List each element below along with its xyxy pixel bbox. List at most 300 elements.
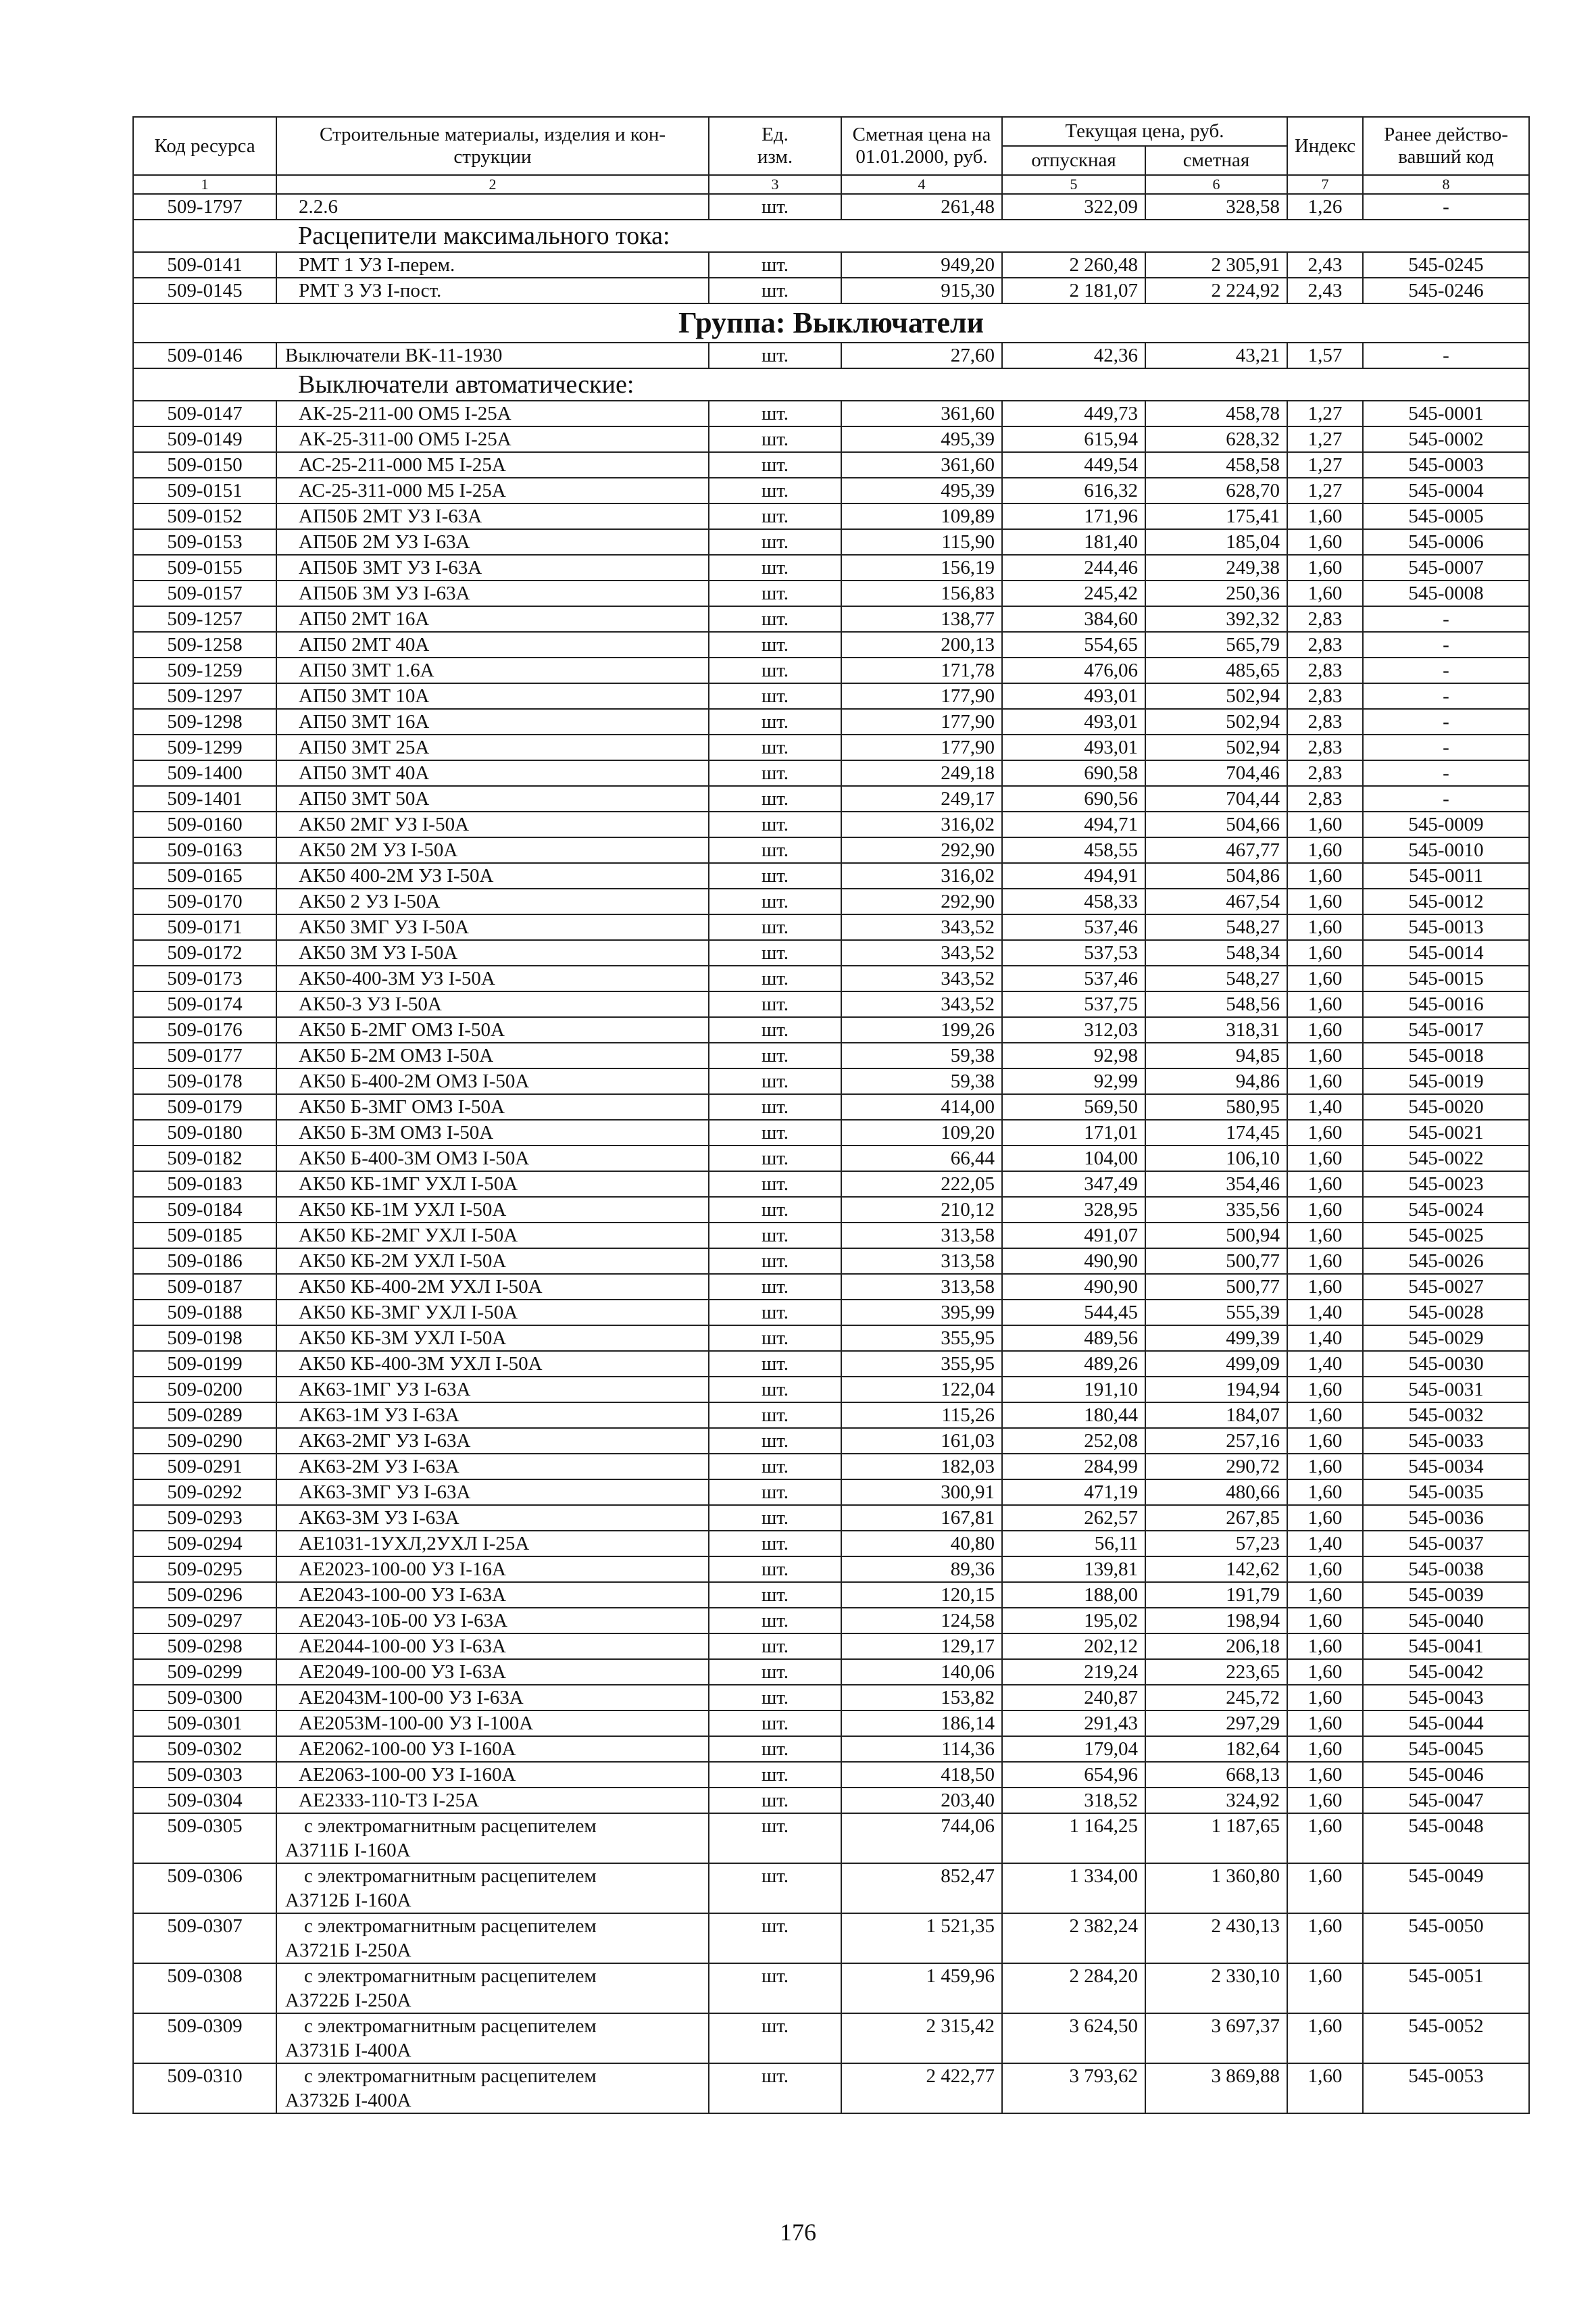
- cell-base-price: 109,89: [841, 503, 1002, 529]
- section-spacer: [133, 220, 276, 252]
- cell-name-line1: с электромагнитным расцепителем: [304, 2015, 597, 2037]
- cell-estimate-price: 191,79: [1145, 1582, 1287, 1608]
- cell-base-price: 200,13: [841, 632, 1002, 658]
- cell-estimate-price: 245,72: [1145, 1685, 1287, 1710]
- price-document: [132, 116, 1528, 2114]
- cell-name: АК50 400-2М УЗ I-50А: [276, 863, 709, 889]
- cell-prev-code: 545-0049: [1363, 1863, 1529, 1913]
- table-row: [133, 1043, 1529, 1068]
- cell-base-price: 59,38: [841, 1068, 1002, 1094]
- cell-base-price: 495,39: [841, 426, 1002, 452]
- cell-name: АП50 3МТ 50А: [276, 786, 709, 812]
- cell-unit: шт.: [709, 735, 841, 760]
- cell-index: 1,40: [1287, 1531, 1363, 1556]
- cell-code: 509-0302: [133, 1736, 276, 1762]
- cell-name: АК50 3М УЗ I-50А: [276, 940, 709, 966]
- cell-estimate-price: 257,16: [1145, 1428, 1287, 1454]
- cell-base-price: 161,03: [841, 1428, 1002, 1454]
- cell-unit: шт.: [709, 760, 841, 786]
- table-row: [133, 1248, 1529, 1274]
- cell-index: 2,83: [1287, 760, 1363, 786]
- cell-unit: шт.: [709, 1223, 841, 1248]
- cell-base-price: 313,58: [841, 1274, 1002, 1300]
- cell-unit: шт.: [709, 1863, 841, 1913]
- cell-index: 2,83: [1287, 683, 1363, 709]
- cell-name: АК50 КБ-400-3М УХЛ I-50А: [276, 1351, 709, 1377]
- cell-release-price: 262,57: [1002, 1505, 1145, 1531]
- cell-base-price: 418,50: [841, 1762, 1002, 1788]
- cell-name: АП50 3МТ 1.6А: [276, 658, 709, 683]
- cell-release-price: 188,00: [1002, 1582, 1145, 1608]
- cell-code: 509-0147: [133, 401, 276, 426]
- table-row: [133, 1736, 1529, 1762]
- cell-name: АК50 КБ-3М УХЛ I-50А: [276, 1325, 709, 1351]
- cell-estimate-price: 548,34: [1145, 940, 1287, 966]
- cell-unit: шт.: [709, 1043, 841, 1068]
- cell-name-line1: с электромагнитным расцепителем: [304, 1815, 597, 1837]
- cell-estimate-price: 548,27: [1145, 914, 1287, 940]
- cell-name: [276, 2063, 709, 2113]
- cell-release-price: 458,33: [1002, 889, 1145, 914]
- cell-name: АК50-400-3М УЗ I-50А: [276, 966, 709, 991]
- cell-prev-code: 545-0046: [1363, 1762, 1529, 1788]
- cell-unit: шт.: [709, 1762, 841, 1788]
- cell-estimate-price: 500,77: [1145, 1274, 1287, 1300]
- cell-code: 509-0304: [133, 1788, 276, 1813]
- cell-index: 1,60: [1287, 503, 1363, 529]
- table-row: [133, 1762, 1529, 1788]
- cell-name-line2: А3712Б I-160А: [285, 1890, 412, 1911]
- cell-name: АП50 3МТ 40А: [276, 760, 709, 786]
- cell-base-price: 156,83: [841, 581, 1002, 606]
- cell-base-price: 316,02: [841, 812, 1002, 837]
- cell-unit: шт.: [709, 343, 841, 368]
- cell-release-price: 1 164,25: [1002, 1813, 1145, 1863]
- cell-index: 1,60: [1287, 581, 1363, 606]
- cell-release-price: 139,81: [1002, 1556, 1145, 1582]
- cell-code: 509-0307: [133, 1913, 276, 1963]
- table-row: [133, 401, 1529, 426]
- cell-index: 1,60: [1287, 1762, 1363, 1788]
- cell-prev-code: 545-0025: [1363, 1223, 1529, 1248]
- cell-release-price: 291,43: [1002, 1710, 1145, 1736]
- cell-prev-code: 545-0053: [1363, 2063, 1529, 2113]
- cell-code: 509-0141: [133, 252, 276, 278]
- cell-code: 509-0306: [133, 1863, 276, 1913]
- cell-base-price: 177,90: [841, 709, 1002, 735]
- cell-unit: шт.: [709, 1813, 841, 1863]
- table-row: [133, 812, 1529, 837]
- cell-unit: шт.: [709, 1248, 841, 1274]
- column-number: 5: [1002, 175, 1145, 194]
- cell-code: 509-0177: [133, 1043, 276, 1068]
- cell-index: 1,60: [1287, 1582, 1363, 1608]
- cell-prev-code: 545-0001: [1363, 401, 1529, 426]
- table-row: [133, 194, 1529, 220]
- cell-name-line2: А3721Б I-250А: [285, 1940, 412, 1961]
- cell-base-price: 40,80: [841, 1531, 1002, 1556]
- cell-unit: шт.: [709, 1608, 841, 1633]
- section-spacer: [133, 368, 276, 401]
- cell-prev-code: 545-0037: [1363, 1531, 1529, 1556]
- cell-release-price: 490,90: [1002, 1274, 1145, 1300]
- table-row: [133, 426, 1529, 452]
- cell-code: 509-0290: [133, 1428, 276, 1454]
- cell-unit: шт.: [709, 1017, 841, 1043]
- table-row: [133, 1223, 1529, 1248]
- cell-release-price: 195,02: [1002, 1608, 1145, 1633]
- cell-release-price: 56,11: [1002, 1531, 1145, 1556]
- cell-unit: шт.: [709, 1963, 841, 2013]
- cell-release-price: 493,01: [1002, 709, 1145, 735]
- cell-code: 509-0174: [133, 991, 276, 1017]
- cell-index: 1,60: [1287, 1171, 1363, 1197]
- cell-code: 509-0165: [133, 863, 276, 889]
- cell-release-price: 476,06: [1002, 658, 1145, 683]
- cell-unit: шт.: [709, 1428, 841, 1454]
- cell-code: 509-0153: [133, 529, 276, 555]
- cell-base-price: 2 422,77: [841, 2063, 1002, 2113]
- cell-base-price: 122,04: [841, 1377, 1002, 1402]
- cell-unit: шт.: [709, 1633, 841, 1659]
- cell-base-price: 210,12: [841, 1197, 1002, 1223]
- table-row: [133, 478, 1529, 503]
- cell-name: АК-25-311-00 ОМ5 I-25А: [276, 426, 709, 452]
- cell-prev-code: 545-0048: [1363, 1813, 1529, 1863]
- cell-code: 509-0295: [133, 1556, 276, 1582]
- cell-name: АЕ1031-1УХЛ,2УХЛ I-25А: [276, 1531, 709, 1556]
- cell-unit: шт.: [709, 581, 841, 606]
- cell-unit: шт.: [709, 709, 841, 735]
- cell-release-price: 284,99: [1002, 1454, 1145, 1479]
- cell-estimate-price: 2 330,10: [1145, 1963, 1287, 2013]
- cell-unit: шт.: [709, 555, 841, 581]
- cell-unit: шт.: [709, 606, 841, 632]
- cell-code: 509-0182: [133, 1146, 276, 1171]
- cell-release-price: 537,53: [1002, 940, 1145, 966]
- cell-base-price: 1 521,35: [841, 1913, 1002, 1963]
- cell-prev-code: 545-0031: [1363, 1377, 1529, 1402]
- cell-prev-code: 545-0015: [1363, 966, 1529, 991]
- cell-estimate-price: 184,07: [1145, 1402, 1287, 1428]
- cell-estimate-price: 290,72: [1145, 1454, 1287, 1479]
- table-row: [133, 1582, 1529, 1608]
- table-row: [133, 1659, 1529, 1685]
- cell-code: 509-0188: [133, 1300, 276, 1325]
- cell-prev-code: 545-0246: [1363, 278, 1529, 303]
- cell-code: 509-0150: [133, 452, 276, 478]
- table-row: [133, 889, 1529, 914]
- table-row: [133, 1505, 1529, 1531]
- cell-unit: шт.: [709, 1479, 841, 1505]
- cell-unit: шт.: [709, 1197, 841, 1223]
- cell-unit: шт.: [709, 252, 841, 278]
- cell-base-price: 177,90: [841, 683, 1002, 709]
- cell-estimate-price: 548,56: [1145, 991, 1287, 1017]
- cell-base-price: 249,17: [841, 786, 1002, 812]
- cell-index: 1,60: [1287, 1788, 1363, 1813]
- cell-prev-code: -: [1363, 683, 1529, 709]
- cell-unit: шт.: [709, 940, 841, 966]
- cell-code: 509-0145: [133, 278, 276, 303]
- cell-base-price: 199,26: [841, 1017, 1002, 1043]
- cell-base-price: 343,52: [841, 966, 1002, 991]
- cell-release-price: 240,87: [1002, 1685, 1145, 1710]
- cell-index: 1,60: [1287, 1913, 1363, 1963]
- cell-estimate-price: 392,32: [1145, 606, 1287, 632]
- cell-release-price: 104,00: [1002, 1146, 1145, 1171]
- cell-base-price: 120,15: [841, 1582, 1002, 1608]
- cell-estimate-price: 704,46: [1145, 760, 1287, 786]
- cell-name: [276, 1813, 709, 1863]
- cell-index: 1,40: [1287, 1351, 1363, 1377]
- cell-prev-code: 545-0003: [1363, 452, 1529, 478]
- table-row: [133, 1094, 1529, 1120]
- table-row: [133, 1685, 1529, 1710]
- cell-prev-code: 545-0020: [1363, 1094, 1529, 1120]
- cell-base-price: 203,40: [841, 1788, 1002, 1813]
- cell-index: 1,27: [1287, 426, 1363, 452]
- cell-prev-code: 545-0019: [1363, 1068, 1529, 1094]
- cell-base-price: 115,90: [841, 529, 1002, 555]
- cell-estimate-price: 328,58: [1145, 194, 1287, 220]
- cell-base-price: 140,06: [841, 1659, 1002, 1685]
- cell-name: АЕ2062-100-00 УЗ I-160А: [276, 1736, 709, 1762]
- cell-release-price: 181,40: [1002, 529, 1145, 555]
- table-row: [133, 1171, 1529, 1197]
- cell-release-price: 252,08: [1002, 1428, 1145, 1454]
- cell-name-line1: с электромагнитным расцепителем: [304, 2065, 597, 2087]
- cell-release-price: 616,32: [1002, 478, 1145, 503]
- cell-index: 1,60: [1287, 1248, 1363, 1274]
- cell-unit: шт.: [709, 1659, 841, 1685]
- cell-estimate-price: 249,38: [1145, 555, 1287, 581]
- cell-unit: шт.: [709, 2063, 841, 2113]
- cell-unit: шт.: [709, 1505, 841, 1531]
- cell-base-price: 167,81: [841, 1505, 1002, 1531]
- cell-index: 1,60: [1287, 1505, 1363, 1531]
- cell-name: АК50 3МГ УЗ I-50А: [276, 914, 709, 940]
- header-estimate-2000: [841, 117, 1002, 175]
- cell-code: 509-0294: [133, 1531, 276, 1556]
- cell-unit: шт.: [709, 632, 841, 658]
- cell-index: 1,60: [1287, 1223, 1363, 1248]
- header-prev-line2: вавший код: [1398, 146, 1494, 168]
- cell-name: [276, 1863, 709, 1913]
- cell-name: АП50Б 2МТ УЗ I-63А: [276, 503, 709, 529]
- cell-estimate-price: 548,27: [1145, 966, 1287, 991]
- table-body: [133, 194, 1529, 2113]
- cell-unit: шт.: [709, 658, 841, 683]
- cell-release-price: 690,56: [1002, 786, 1145, 812]
- cell-estimate-price: 194,94: [1145, 1377, 1287, 1402]
- cell-release-price: 493,01: [1002, 683, 1145, 709]
- cell-name-line1: с электромагнитным расцепителем: [304, 1915, 597, 1937]
- table-row: [133, 863, 1529, 889]
- cell-release-price: 312,03: [1002, 1017, 1145, 1043]
- cell-prev-code: 545-0035: [1363, 1479, 1529, 1505]
- cell-release-price: 494,71: [1002, 812, 1145, 837]
- table-row: [133, 658, 1529, 683]
- header-code: Код ресурса: [133, 117, 276, 175]
- cell-unit: шт.: [709, 278, 841, 303]
- cell-code: 509-0198: [133, 1325, 276, 1351]
- column-number: 3: [709, 175, 841, 194]
- cell-prev-code: 545-0011: [1363, 863, 1529, 889]
- cell-name: АП50Б 2М УЗ I-63А: [276, 529, 709, 555]
- cell-base-price: 361,60: [841, 452, 1002, 478]
- cell-index: 2,83: [1287, 709, 1363, 735]
- cell-code: 509-0157: [133, 581, 276, 606]
- column-number: 8: [1363, 175, 1529, 194]
- cell-index: 1,60: [1287, 2013, 1363, 2063]
- cell-release-price: 490,90: [1002, 1248, 1145, 1274]
- cell-estimate-price: 504,86: [1145, 863, 1287, 889]
- cell-index: 1,60: [1287, 863, 1363, 889]
- cell-index: 1,60: [1287, 1068, 1363, 1094]
- cell-release-price: 384,60: [1002, 606, 1145, 632]
- table-header: [133, 117, 1529, 194]
- cell-index: 1,26: [1287, 194, 1363, 220]
- cell-unit: шт.: [709, 991, 841, 1017]
- cell-unit: шт.: [709, 966, 841, 991]
- cell-index: 2,43: [1287, 278, 1363, 303]
- cell-unit: шт.: [709, 194, 841, 220]
- cell-unit: шт.: [709, 1913, 841, 1963]
- cell-release-price: 2 260,48: [1002, 252, 1145, 278]
- cell-release-price: 171,01: [1002, 1120, 1145, 1146]
- cell-base-price: 182,03: [841, 1454, 1002, 1479]
- cell-base-price: 949,20: [841, 252, 1002, 278]
- cell-code: 509-0184: [133, 1197, 276, 1223]
- cell-prev-code: 545-0027: [1363, 1274, 1529, 1300]
- cell-index: 1,60: [1287, 1428, 1363, 1454]
- cell-prev-code: 545-0029: [1363, 1325, 1529, 1351]
- cell-estimate-price: 485,65: [1145, 658, 1287, 683]
- cell-name: РМТ 3 УЗ I-пост.: [276, 278, 709, 303]
- table-row: [133, 632, 1529, 658]
- header-est-line2: 01.01.2000, руб.: [855, 146, 988, 168]
- cell-name: АП50 3МТ 25А: [276, 735, 709, 760]
- cell-base-price: 1 459,96: [841, 1963, 1002, 2013]
- cell-release-price: 449,73: [1002, 401, 1145, 426]
- cell-name: АП50 3МТ 10А: [276, 683, 709, 709]
- table-row: [133, 914, 1529, 940]
- group-heading-row: [133, 303, 1529, 343]
- cell-name: АЕ2043-10Б-00 УЗ I-63А: [276, 1608, 709, 1633]
- cell-code: 509-1258: [133, 632, 276, 658]
- table-row: [133, 1428, 1529, 1454]
- cell-base-price: 300,91: [841, 1479, 1002, 1505]
- cell-base-price: 355,95: [841, 1351, 1002, 1377]
- cell-name: АК50 Б-400-2М ОМЗ I-50А: [276, 1068, 709, 1094]
- cell-index: 1,60: [1287, 966, 1363, 991]
- cell-prev-code: 545-0024: [1363, 1197, 1529, 1223]
- cell-base-price: 249,18: [841, 760, 1002, 786]
- cell-index: 1,60: [1287, 1813, 1363, 1863]
- cell-estimate-price: 580,95: [1145, 1094, 1287, 1120]
- table-row: [133, 1351, 1529, 1377]
- cell-release-price: 471,19: [1002, 1479, 1145, 1505]
- header-materials-line2: струкции: [453, 146, 532, 168]
- page-number: 176: [780, 2219, 816, 2246]
- cell-base-price: 343,52: [841, 940, 1002, 966]
- cell-base-price: 261,48: [841, 194, 1002, 220]
- cell-index: 1,27: [1287, 452, 1363, 478]
- cell-unit: шт.: [709, 503, 841, 529]
- cell-base-price: 138,77: [841, 606, 1002, 632]
- cell-base-price: 153,82: [841, 1685, 1002, 1710]
- cell-prev-code: 545-0044: [1363, 1710, 1529, 1736]
- cell-estimate-price: 2 224,92: [1145, 278, 1287, 303]
- cell-release-price: 42,36: [1002, 343, 1145, 368]
- table-row: [133, 252, 1529, 278]
- cell-estimate-price: 250,36: [1145, 581, 1287, 606]
- cell-index: 1,40: [1287, 1300, 1363, 1325]
- cell-name-line1: с электромагнитным расцепителем: [304, 1865, 597, 1887]
- cell-base-price: 109,20: [841, 1120, 1002, 1146]
- cell-name: АК63-2М УЗ I-63А: [276, 1454, 709, 1479]
- cell-release-price: 569,50: [1002, 1094, 1145, 1120]
- cell-name: АК63-1М УЗ I-63А: [276, 1402, 709, 1428]
- table-row: [133, 503, 1529, 529]
- cell-unit: шт.: [709, 1582, 841, 1608]
- cell-estimate-price: 185,04: [1145, 529, 1287, 555]
- cell-name: АЕ2043М-100-00 УЗ I-63А: [276, 1685, 709, 1710]
- cell-prev-code: 545-0016: [1363, 991, 1529, 1017]
- cell-release-price: 615,94: [1002, 426, 1145, 452]
- cell-code: 509-0149: [133, 426, 276, 452]
- cell-estimate-price: 174,45: [1145, 1120, 1287, 1146]
- cell-index: 1,60: [1287, 1479, 1363, 1505]
- cell-unit: шт.: [709, 1351, 841, 1377]
- cell-prev-code: 545-0017: [1363, 1017, 1529, 1043]
- cell-prev-code: 545-0045: [1363, 1736, 1529, 1762]
- cell-prev-code: -: [1363, 786, 1529, 812]
- cell-name-line2: А3732Б I-400А: [285, 2090, 412, 2111]
- cell-estimate-price: 704,44: [1145, 786, 1287, 812]
- header-materials-line1: Строительные материалы, изделия и кон-: [319, 124, 666, 145]
- cell-code: 509-0291: [133, 1454, 276, 1479]
- cell-index: 1,60: [1287, 914, 1363, 940]
- cell-code: 509-1298: [133, 709, 276, 735]
- cell-index: 1,60: [1287, 555, 1363, 581]
- cell-name: АК63-1МГ УЗ I-63А: [276, 1377, 709, 1402]
- cell-index: 2,83: [1287, 632, 1363, 658]
- cell-estimate-price: 3 869,88: [1145, 2063, 1287, 2113]
- table-row: [133, 966, 1529, 991]
- table-row: [133, 940, 1529, 966]
- cell-unit: шт.: [709, 1171, 841, 1197]
- table-row: [133, 278, 1529, 303]
- cell-name: АК-25-211-00 ОМ5 I-25А: [276, 401, 709, 426]
- section-heading-row: [133, 368, 1529, 401]
- cell-unit: шт.: [709, 1094, 841, 1120]
- cell-release-price: 654,96: [1002, 1762, 1145, 1788]
- table-row: [133, 1325, 1529, 1351]
- table-row: [133, 606, 1529, 632]
- cell-unit: шт.: [709, 786, 841, 812]
- cell-index: 1,40: [1287, 1094, 1363, 1120]
- cell-code: 509-0303: [133, 1762, 276, 1788]
- cell-estimate-price: 467,54: [1145, 889, 1287, 914]
- cell-unit: шт.: [709, 889, 841, 914]
- cell-code: 509-0155: [133, 555, 276, 581]
- table-row: [133, 1146, 1529, 1171]
- cell-prev-code: 545-0028: [1363, 1300, 1529, 1325]
- cell-index: 1,40: [1287, 1325, 1363, 1351]
- cell-name: АК50 КБ-3МГ УХЛ I-50А: [276, 1300, 709, 1325]
